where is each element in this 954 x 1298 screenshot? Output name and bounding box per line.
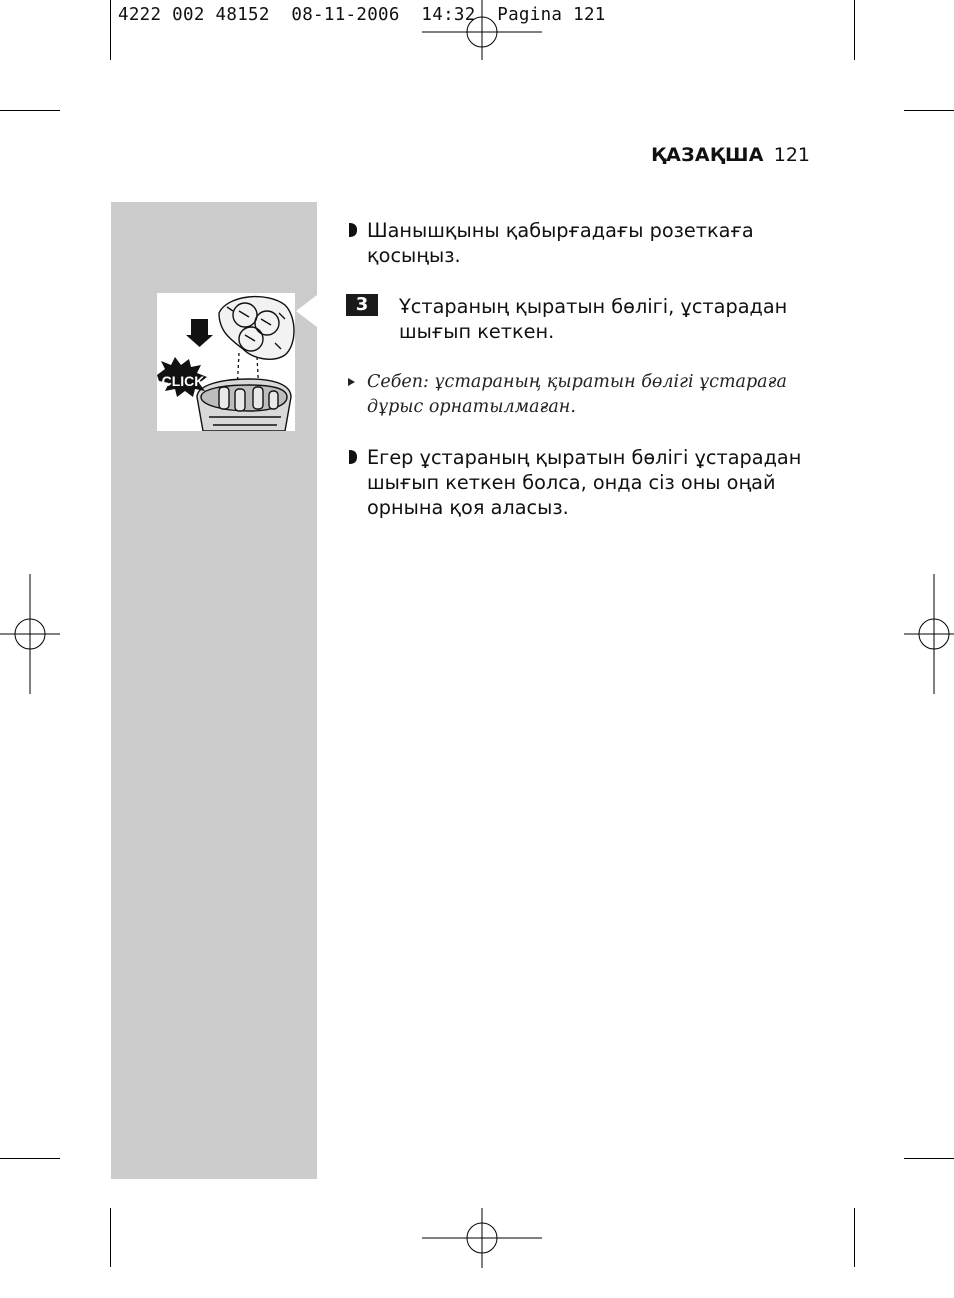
shaver-illustration: [157, 293, 295, 431]
half-disc-bullet-icon: [346, 222, 358, 238]
problem-text: Ұстараның қыратын бөлігі, ұстарадан шығып кеткен.: [399, 295, 788, 343]
section-title: ҚАЗАҚША: [651, 144, 764, 166]
shaver-head-click-icon: [157, 293, 295, 431]
print-slug: 4222 002 48152 08-11-2006 14:32 Pagina 121: [118, 5, 606, 25]
registration-mark-bottom-icon: [422, 1178, 542, 1298]
cause-text: ұстараның қыратын бөлігі ұстараға дұрыс орнатылмаған.: [367, 372, 787, 417]
click-label: CLICK: [161, 373, 205, 389]
instruction-item-plug-in: [346, 218, 806, 268]
half-disc-bullet-icon: [346, 449, 358, 465]
callout-pointer: [296, 295, 317, 327]
running-header: [560, 143, 810, 167]
triangle-bullet-icon: [348, 378, 355, 386]
registration-mark-left-icon: [0, 574, 90, 694]
down-arrow-icon: [186, 319, 213, 347]
instruction-item-refit: [346, 445, 806, 520]
instruction-text: Егер ұстараның қыратын бөлігі ұстарадан шығып кеткен болса, онда сіз оны оңай орнына қоя аласыз.: [367, 446, 802, 519]
cause-label: Себеп:: [367, 372, 429, 392]
step-number-badge: 3: [346, 294, 378, 316]
page-number: 121: [773, 144, 810, 166]
problem-step: [346, 294, 806, 344]
cause-line: [346, 370, 806, 420]
registration-mark-top-icon: [422, 0, 542, 92]
instruction-text: Шанышқыны қабырғадағы розеткаға қосыңыз.: [367, 219, 754, 267]
registration-mark-right-icon: [874, 574, 954, 694]
